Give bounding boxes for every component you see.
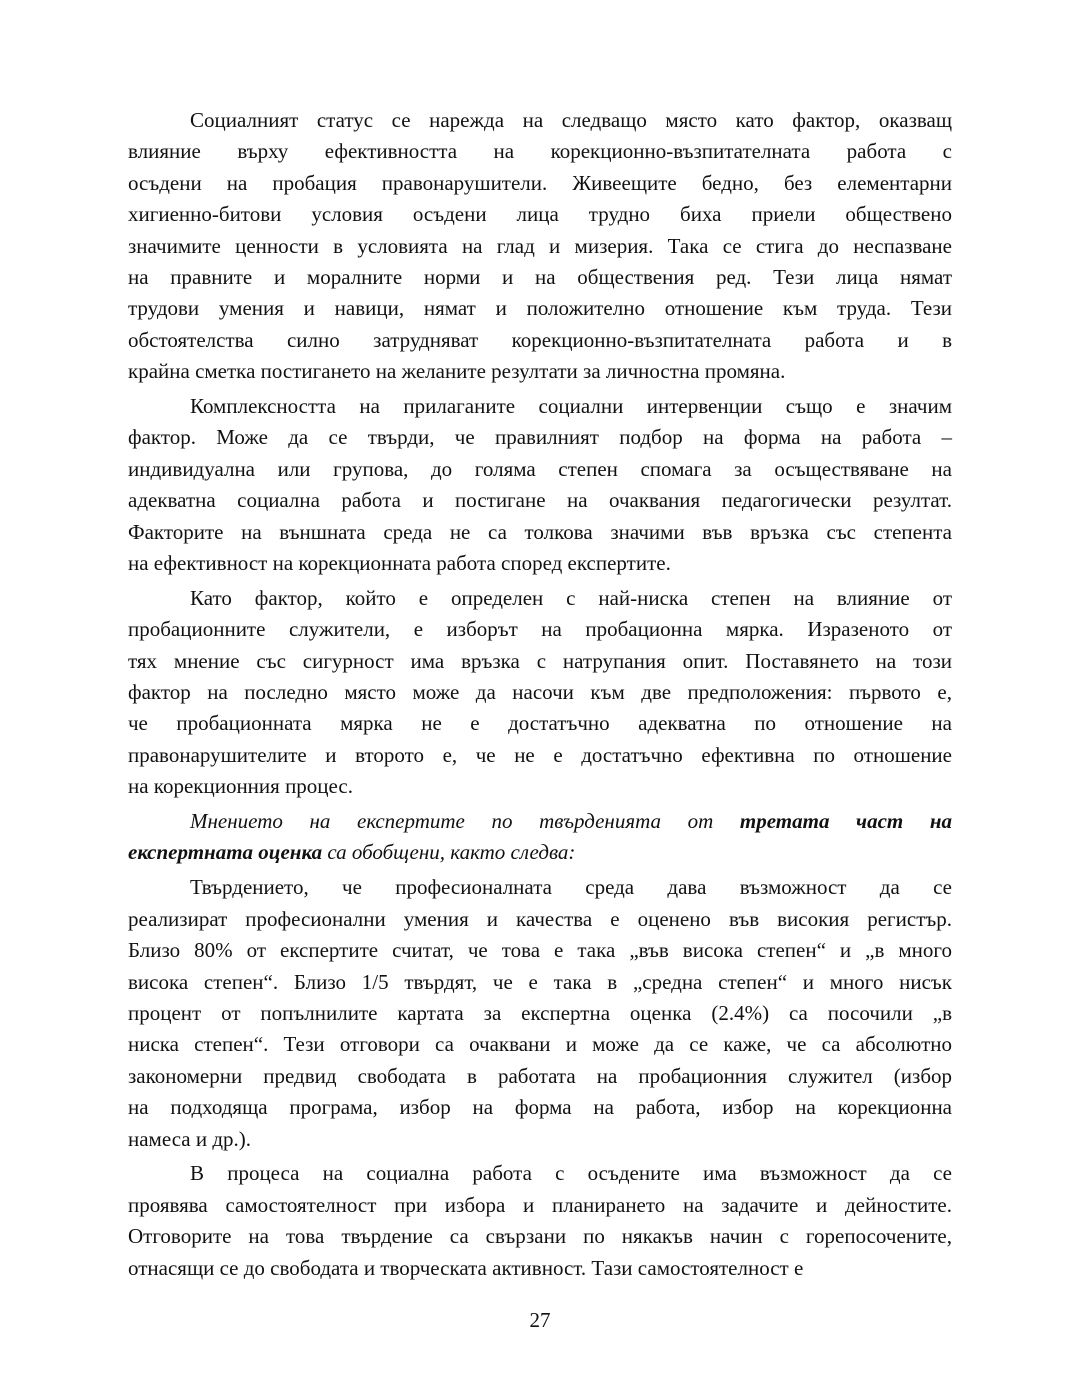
text-line: закономерни предвид свободата в работата на пробационния служител (избор [128, 1063, 952, 1088]
text-line [128, 837, 952, 868]
text-line: пробационните служители, е изборът на пробационна мярка. Изразеното от [128, 617, 952, 642]
text-line: Твърдението, че професионалната среда дава възможност да се [190, 875, 952, 900]
text-line: хигиенно-битови условия осъдени лица трудно биха приели обществено [128, 202, 952, 227]
text-line: Социалният статус се нарежда на следващо място като фактор, оказващ [190, 108, 952, 132]
text-line: на подходяща програма, избор на форма на работа, избор на корекционна [128, 1095, 952, 1120]
text-line: намеса и др.). [128, 1126, 252, 1151]
paragraph [128, 1158, 952, 1284]
paragraph [128, 391, 952, 579]
body-text [128, 105, 952, 1284]
text-line: крайна сметка постигането на желаните резултати за личностна промяна. [128, 359, 786, 384]
text-line: че пробационната мярка не е достатъчно адекватна по отношение на [128, 711, 952, 736]
text-line: В процеса на социална работа с осъдените има възможност да се [190, 1161, 952, 1186]
text-line [128, 806, 952, 837]
text-line: отнасящи се до свободата и творческата активност. Тази самостоятелност е [128, 1255, 804, 1280]
paragraph [128, 583, 952, 803]
text-line: Отговорите на това твърдение са свързани по някакъв начин с горепосочените, [128, 1224, 952, 1249]
text-line: фактор. Може да се твърди, че правилният подбор на форма на работа – [128, 425, 952, 450]
italic-text: Мнението на експертите по твърденията от [190, 809, 740, 834]
text-line: обстоятелства силно затрудняват корекционно-възпитателната работа и в [128, 327, 952, 352]
text-line: на корекционния процес. [128, 774, 353, 799]
text-line: висока степен“. Близо 1/5 твърдят, че е така в „средна степен“ и много нисък [128, 969, 952, 994]
text-line: Комплексността на прилаганите социални интервенции също е значим [190, 394, 952, 419]
text-line: значимите ценности в условията на глад и мизерия. Така се стига до неспазване [128, 233, 952, 258]
text-line: индивидуална или групова, до голяма степен спомага за осъществяване на [128, 456, 952, 481]
paragraph [128, 806, 952, 869]
bold-italic-text: третата част на [739, 809, 952, 834]
text-line: ниска степен“. Тези отговори са очаквани и може да се каже, че са абсолютно [128, 1032, 952, 1057]
text-line: Близо 80% от експертите считат, че това е така „във висока степен“ и „в много [128, 938, 952, 963]
text-line: Факторите на външната среда не са толкова значими във връзка със степента [128, 519, 952, 544]
text-line: реализират професионални умения и качества е оценено във високия регистър. [128, 906, 952, 931]
text-line: процент от попълнилите картата за експертна оценка (2.4%) са посочили „в [128, 1000, 952, 1025]
text-line: трудови умения и навици, нямат и положително отношение към труда. Тези [128, 296, 952, 321]
text-line: осъдени на пробация правонарушители. Живеещите бедно, без елементарни [128, 170, 952, 195]
paragraph [128, 105, 952, 388]
text-line: влияние върху ефективността на корекционно-възпитателната работа с [128, 139, 952, 164]
text-line: адекватна социална работа и постигане на очаквания педагогически резултат. [128, 488, 952, 513]
text-line: Като фактор, който е определен с най-ниска степен на влияние от [190, 585, 952, 610]
text-line: фактор на последно място може да насочи към две предположения: първото е, [128, 680, 952, 705]
text-line: на ефективност на корекционната работа според експертите. [128, 550, 671, 575]
page-number: 27 [529, 1308, 551, 1332]
text-line: на правните и моралните норми и на обществения ред. Тези лица нямат [128, 264, 952, 289]
text-line: тях мнение със сигурност има връзка с натрупания опит. Поставянето на този [128, 648, 952, 673]
text-line: правонарушителите и второто е, че не е достатъчно ефективна по отношение [128, 742, 952, 767]
text-line: проявява самостоятелност при избора и планирането на задачите и дейностите. [128, 1192, 952, 1217]
bold-italic-text: експертната оценка [128, 840, 323, 865]
italic-text: са обобщени, както следва: [322, 840, 576, 865]
paragraph [128, 872, 952, 1155]
